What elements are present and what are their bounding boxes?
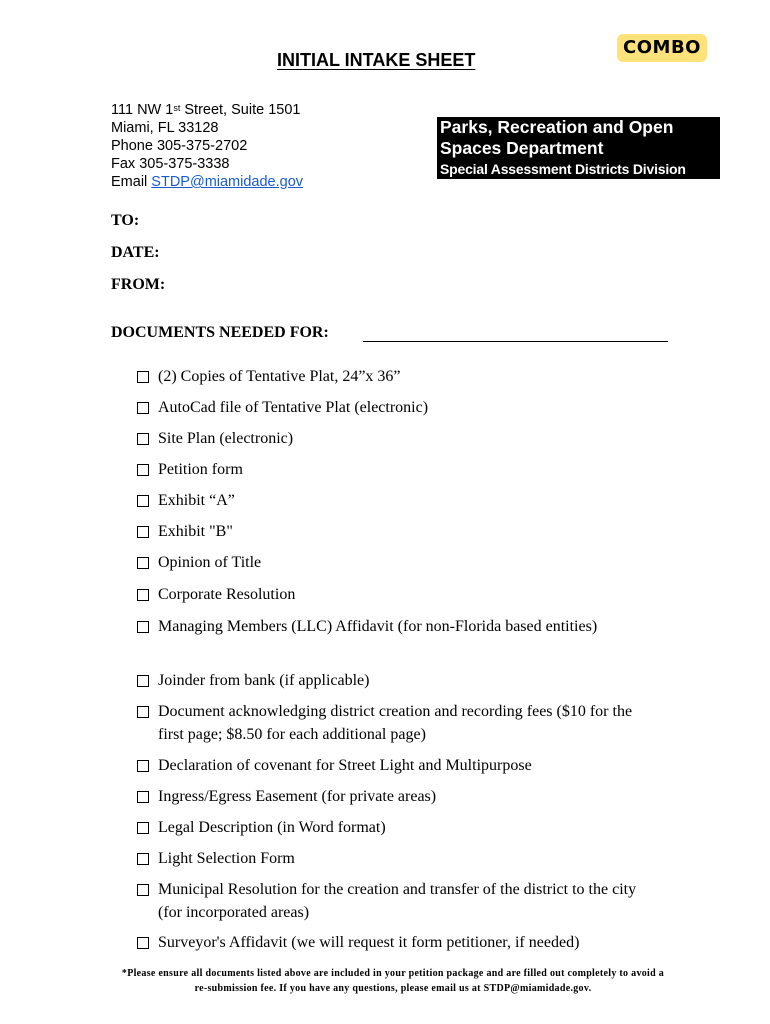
checklist-item-label: Document acknowledging district creation and recording fees ($10 for the first page; $8.50 for each additional page): [158, 703, 633, 743]
address-email: [111, 173, 303, 191]
address-fax: Fax 305-375-3338: [111, 156, 230, 172]
checkbox[interactable]: [137, 884, 149, 896]
checklist-item-label: (2) Copies of Tentative Plat, 24”x 36”: [158, 368, 401, 385]
checkbox[interactable]: [137, 621, 149, 633]
checklist-item: [137, 879, 648, 924]
checklist-item-label: Petition form: [158, 461, 243, 478]
checklist-item-label: Municipal Resolution for the creation and transfer of the district to the city (for incorporated areas): [158, 881, 637, 921]
checklist-item: [137, 584, 648, 607]
checklist-item-label: Site Plan (electronic): [158, 430, 294, 447]
footnote-line-2: re-submission fee. If you have any questions, please email us at STDP@miamidade.gov.: [194, 983, 592, 994]
address-street: [111, 101, 303, 119]
checklist-item-label: Exhibit “A”: [158, 492, 235, 509]
checklist-item-label: Exhibit "B": [158, 523, 233, 540]
footnote: [88, 966, 698, 996]
department-block: [437, 117, 720, 179]
checklist-item: [137, 786, 648, 809]
checklist-item-label: Joinder from bank (if applicable): [158, 672, 370, 689]
checklist-item-label: Corporate Resolution: [158, 586, 296, 603]
checklist-item-label: Ingress/Egress Easement (for private areas): [158, 788, 437, 805]
footnote-line-1: *Please ensure all documents listed above are included in your petition package and are filled out completely to avoid a: [121, 968, 665, 979]
email-link[interactable]: STDP@miamidade.gov: [151, 174, 304, 190]
checkbox[interactable]: [137, 433, 149, 445]
street-superscript: st: [173, 103, 181, 113]
department-line-1: Parks, Recreation and Open: [437, 117, 720, 138]
checkbox[interactable]: [137, 495, 149, 507]
checklist-item: [137, 848, 648, 871]
department-line-2: Spaces Department: [437, 138, 720, 159]
email-label: Email: [111, 174, 152, 190]
checklist-item: [137, 701, 648, 746]
checkbox[interactable]: [137, 371, 149, 383]
checklist-item-label: Managing Members (LLC) Affidavit (for non-Florida based entities): [158, 618, 598, 635]
checkbox[interactable]: [137, 589, 149, 601]
checklist-item: [137, 670, 648, 693]
date-label: DATE:: [111, 244, 160, 261]
checklist-item: [137, 428, 648, 451]
checklist-item: [137, 817, 648, 840]
checklist-item: [137, 490, 648, 513]
combo-badge: COMBO: [617, 34, 707, 62]
checkbox[interactable]: [137, 675, 149, 687]
checkbox[interactable]: [137, 706, 149, 718]
checkbox[interactable]: [137, 822, 149, 834]
checkbox[interactable]: [137, 937, 149, 949]
page-title: INITIAL INTAKE SHEET: [277, 50, 476, 70]
checklist-item: [137, 755, 648, 778]
checkbox[interactable]: [137, 464, 149, 476]
documents-needed-blank-line[interactable]: [363, 341, 668, 342]
street-prefix: 111 NW 1: [111, 102, 174, 118]
to-label: TO:: [111, 212, 140, 229]
department-division: Special Assessment Districts Division: [437, 159, 720, 179]
checkbox[interactable]: [137, 760, 149, 772]
checklist-item: [137, 552, 648, 575]
checklist-item-label: Opinion of Title: [158, 554, 262, 571]
checklist-item: [137, 459, 648, 482]
checklist-item-label: Legal Description (in Word format): [158, 819, 386, 836]
checklist-item-label: Declaration of covenant for Street Light and Multipurpose: [158, 757, 532, 774]
checklist-item: [137, 397, 648, 420]
checkbox[interactable]: [137, 791, 149, 803]
checkbox[interactable]: [137, 526, 149, 538]
office-address: [111, 101, 303, 191]
checkbox[interactable]: [137, 557, 149, 569]
checklist-item: [137, 932, 648, 955]
address-phone: Phone 305-375-2702: [111, 138, 248, 154]
documents-needed-label: DOCUMENTS NEEDED FOR:: [111, 324, 329, 341]
checkbox[interactable]: [137, 402, 149, 414]
street-suffix: Street, Suite 1501: [180, 102, 301, 118]
checklist-item-label: Light Selection Form: [158, 850, 295, 867]
checklist-item: [137, 616, 648, 639]
checklist-item-label: Surveyor's Affidavit (we will request it form petitioner, if needed): [158, 934, 580, 951]
address-city: Miami, FL 33128: [111, 120, 219, 136]
checklist-item: [137, 521, 648, 544]
checklist-item: [137, 366, 648, 389]
from-label: FROM:: [111, 276, 166, 293]
checkbox[interactable]: [137, 853, 149, 865]
checklist-item-label: AutoCad file of Tentative Plat (electronic): [158, 399, 429, 416]
